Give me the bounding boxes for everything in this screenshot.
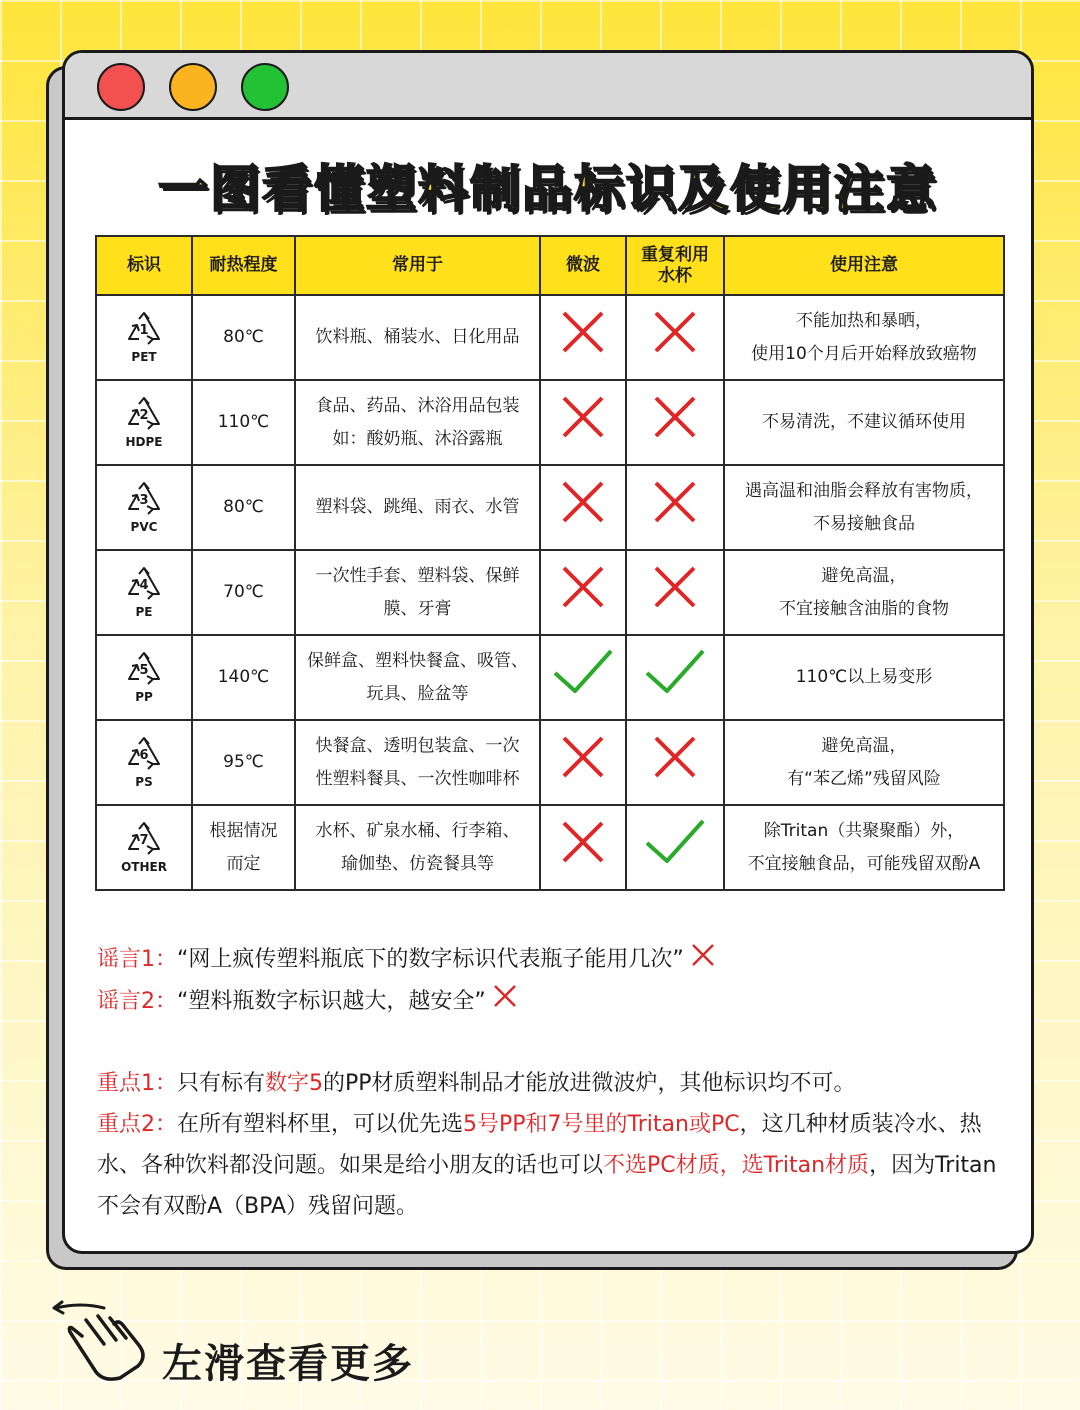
heat-value: 110℃ xyxy=(217,412,270,432)
usage-line: 玩具、脸盆等 xyxy=(366,683,469,704)
notes-line: 除Tritan（共聚聚酯）外， xyxy=(763,820,965,841)
reuse-cell xyxy=(626,295,724,380)
microwave-cell xyxy=(540,805,626,890)
cross-icon xyxy=(560,595,606,615)
myth-1 xyxy=(97,939,1001,981)
info-window xyxy=(62,50,1034,1254)
header-usage: 常用于 xyxy=(295,236,540,295)
reuse-cell xyxy=(626,465,724,550)
notes-line: 避免高温， xyxy=(821,565,907,586)
resin-code: PET xyxy=(131,350,157,364)
cross-icon xyxy=(492,981,518,1022)
table-header-row xyxy=(96,236,1004,295)
resin-code: PP xyxy=(135,690,153,704)
heat-line: 而定 xyxy=(226,853,261,874)
heat-cell xyxy=(192,550,295,635)
check-icon xyxy=(643,852,707,872)
heat-value: 140℃ xyxy=(217,667,270,687)
key-points-section xyxy=(97,1063,1001,1227)
recycle-symbol-icon xyxy=(122,396,166,434)
notes-cell xyxy=(724,805,1004,890)
page-title: 一图看懂塑料制品标识及使用注意 xyxy=(158,160,938,218)
cross-icon xyxy=(560,425,606,445)
key-point-1-label: 重点1： xyxy=(97,1071,177,1096)
recycle-symbol-icon xyxy=(122,311,166,349)
check-icon xyxy=(551,682,615,702)
header-notes: 使用注意 xyxy=(724,236,1004,295)
usage-line: 如：酸奶瓶、沐浴露瓶 xyxy=(332,428,503,449)
plastic-table xyxy=(95,235,1005,891)
header-reuse xyxy=(626,236,724,295)
cross-icon xyxy=(652,595,698,615)
notes-line: 不宜接触含油脂的食物 xyxy=(779,598,949,619)
microwave-cell xyxy=(540,720,626,805)
heat-cell xyxy=(192,465,295,550)
table-row xyxy=(96,380,1004,465)
myths-section xyxy=(97,939,1001,1022)
cross-icon xyxy=(652,425,698,445)
notes-line: 避免高温， xyxy=(821,735,907,756)
notes-cell xyxy=(724,465,1004,550)
header-symbol: 标识 xyxy=(96,236,192,295)
recycle-symbol-icon xyxy=(122,651,166,689)
recycle-symbol-icon xyxy=(122,736,166,774)
heat-cell xyxy=(192,295,295,380)
cross-icon xyxy=(652,510,698,530)
heat-value: 80℃ xyxy=(223,327,264,347)
notes-line: 遇高温和油脂会释放有害物质， xyxy=(745,480,983,501)
microwave-cell xyxy=(540,465,626,550)
key-point-1-highlight: 数字5 xyxy=(265,1071,324,1096)
usage-line: 塑料袋、跳绳、雨衣、水管 xyxy=(315,497,520,517)
usage-cell xyxy=(295,465,540,550)
usage-line: 一次性手套、塑料袋、保鲜 xyxy=(315,565,520,586)
table-row xyxy=(96,720,1004,805)
resin-number: 1 xyxy=(139,323,149,338)
header-reuse-line2: 水杯 xyxy=(658,265,692,286)
reuse-cell xyxy=(626,720,724,805)
microwave-cell xyxy=(540,635,626,720)
microwave-cell xyxy=(540,550,626,635)
usage-cell xyxy=(295,805,540,890)
swipe-hand-icon xyxy=(46,1298,156,1388)
heat-line: 根据情况 xyxy=(209,820,278,841)
resin-number: 6 xyxy=(139,748,149,763)
minimize-dot-icon[interactable] xyxy=(169,63,217,111)
usage-line: 饮料瓶、桶装水、日化用品 xyxy=(315,327,520,347)
usage-line: 食品、药品、沐浴用品包装 xyxy=(315,395,520,416)
symbol-cell xyxy=(96,465,192,550)
header-heat: 耐热程度 xyxy=(192,236,295,295)
notes-line: 不易清洗，不建议循环使用 xyxy=(762,412,966,432)
notes-cell xyxy=(724,295,1004,380)
usage-cell xyxy=(295,295,540,380)
key-point-2-text-b: ，这几种材质装冷水、热水、各种饮料都没问题。如果是给小朋友的话也可以 xyxy=(97,1112,982,1178)
key-point-1 xyxy=(97,1063,1001,1104)
resin-number: 4 xyxy=(139,578,149,593)
usage-line: 快餐盒、透明包装盒、一次 xyxy=(315,735,520,756)
cross-icon xyxy=(652,340,698,360)
table-row xyxy=(96,635,1004,720)
myth-2-label: 谣言2： xyxy=(97,988,177,1014)
header-microwave: 微波 xyxy=(540,236,626,295)
usage-line: 膜、牙膏 xyxy=(383,598,452,619)
reuse-cell xyxy=(626,635,724,720)
symbol-cell xyxy=(96,720,192,805)
resin-code: HDPE xyxy=(125,435,163,449)
myth-1-text: “网上疯传塑料瓶底下的数字标识代表瓶子能用几次” xyxy=(177,947,684,972)
cross-icon xyxy=(690,940,716,981)
heat-value: 95℃ xyxy=(223,752,264,772)
heat-value: 70℃ xyxy=(223,582,264,602)
microwave-cell xyxy=(540,380,626,465)
notes-line: 使用10个月后开始释放致癌物 xyxy=(751,343,977,364)
notes-cell xyxy=(724,550,1004,635)
resin-code: OTHER xyxy=(121,860,167,874)
table-row xyxy=(96,295,1004,380)
table-row xyxy=(96,805,1004,890)
resin-code: PS xyxy=(135,775,153,789)
table-row xyxy=(96,550,1004,635)
key-point-2-text-a: 在所有塑料杯里，可以优先选 xyxy=(177,1112,464,1137)
reuse-cell xyxy=(626,380,724,465)
notes-cell xyxy=(724,380,1004,465)
header-reuse-line1: 重复利用 xyxy=(641,244,709,265)
usage-line: 瑜伽垫、仿瓷餐具等 xyxy=(341,853,494,874)
recycle-symbol-icon xyxy=(122,821,166,859)
heat-cell xyxy=(192,635,295,720)
window-titlebar xyxy=(65,53,1031,120)
cross-icon xyxy=(560,510,606,530)
resin-code: PE xyxy=(135,605,153,619)
key-point-1-text-b: 的PP材质塑料制品才能放进微波炉，其他标识均不可。 xyxy=(323,1071,856,1096)
symbol-cell xyxy=(96,805,192,890)
notes-line: 不能加热和暴晒， xyxy=(796,310,932,331)
usage-cell xyxy=(295,550,540,635)
notes-cell xyxy=(724,635,1004,720)
table-row xyxy=(96,465,1004,550)
usage-cell xyxy=(295,720,540,805)
myth-1-label: 谣言1： xyxy=(97,947,177,972)
heat-cell xyxy=(192,380,295,465)
table-body xyxy=(96,295,1004,890)
symbol-cell xyxy=(96,635,192,720)
usage-line: 水杯、矿泉水桶、行李箱、 xyxy=(315,820,520,841)
heat-cell xyxy=(192,805,295,890)
check-icon xyxy=(643,682,707,702)
cross-icon xyxy=(652,765,698,785)
usage-cell xyxy=(295,635,540,720)
cross-icon xyxy=(560,850,606,870)
reuse-cell xyxy=(626,550,724,635)
notes-line: 有“苯乙烯”残留风险 xyxy=(787,768,941,789)
resin-number: 7 xyxy=(139,833,149,848)
notes-line: 不易接触食品 xyxy=(813,513,915,534)
key-point-2-label: 重点2： xyxy=(97,1112,177,1137)
key-point-2-highlight-b: 不选PC材质，选Tritan材质 xyxy=(603,1153,870,1178)
myth-2-text: “塑料瓶数字标识越大，越安全” xyxy=(177,988,486,1014)
heat-cell xyxy=(192,720,295,805)
symbol-cell xyxy=(96,380,192,465)
recycle-symbol-icon xyxy=(122,566,166,604)
usage-line: 性塑料餐具、一次性咖啡杯 xyxy=(315,768,520,789)
key-point-2-highlight-a: 5号PP和7号里的Tritan或PC xyxy=(463,1112,740,1137)
usage-cell xyxy=(295,380,540,465)
swipe-hint-text: 左滑查看更多 xyxy=(162,1341,414,1387)
notes-line: 不宜接触食品，可能残留双酚A xyxy=(747,853,981,874)
recycle-symbol-icon xyxy=(122,481,166,519)
key-point-2-text-c: ，因为Tritan不会有双酚A（BPA）残留问题。 xyxy=(97,1153,997,1219)
key-point-1-text-a: 只有标有 xyxy=(177,1071,266,1096)
notes-cell xyxy=(724,720,1004,805)
usage-line: 保鲜盒、塑料快餐盒、吸管、 xyxy=(307,650,528,671)
microwave-cell xyxy=(540,295,626,380)
heat-value: 80℃ xyxy=(223,497,264,517)
maximize-dot-icon[interactable] xyxy=(241,63,289,111)
key-point-2 xyxy=(97,1104,1001,1227)
close-dot-icon[interactable] xyxy=(97,63,145,111)
notes-line: 110℃以上易变形 xyxy=(795,667,933,687)
symbol-cell xyxy=(96,295,192,380)
resin-number: 2 xyxy=(139,408,149,423)
reuse-cell xyxy=(626,805,724,890)
symbol-cell xyxy=(96,550,192,635)
cross-icon xyxy=(560,340,606,360)
resin-number: 3 xyxy=(139,493,149,508)
cross-icon xyxy=(560,765,606,785)
resin-number: 5 xyxy=(139,663,149,678)
myth-2 xyxy=(97,981,1001,1023)
resin-code: PVC xyxy=(130,520,158,534)
